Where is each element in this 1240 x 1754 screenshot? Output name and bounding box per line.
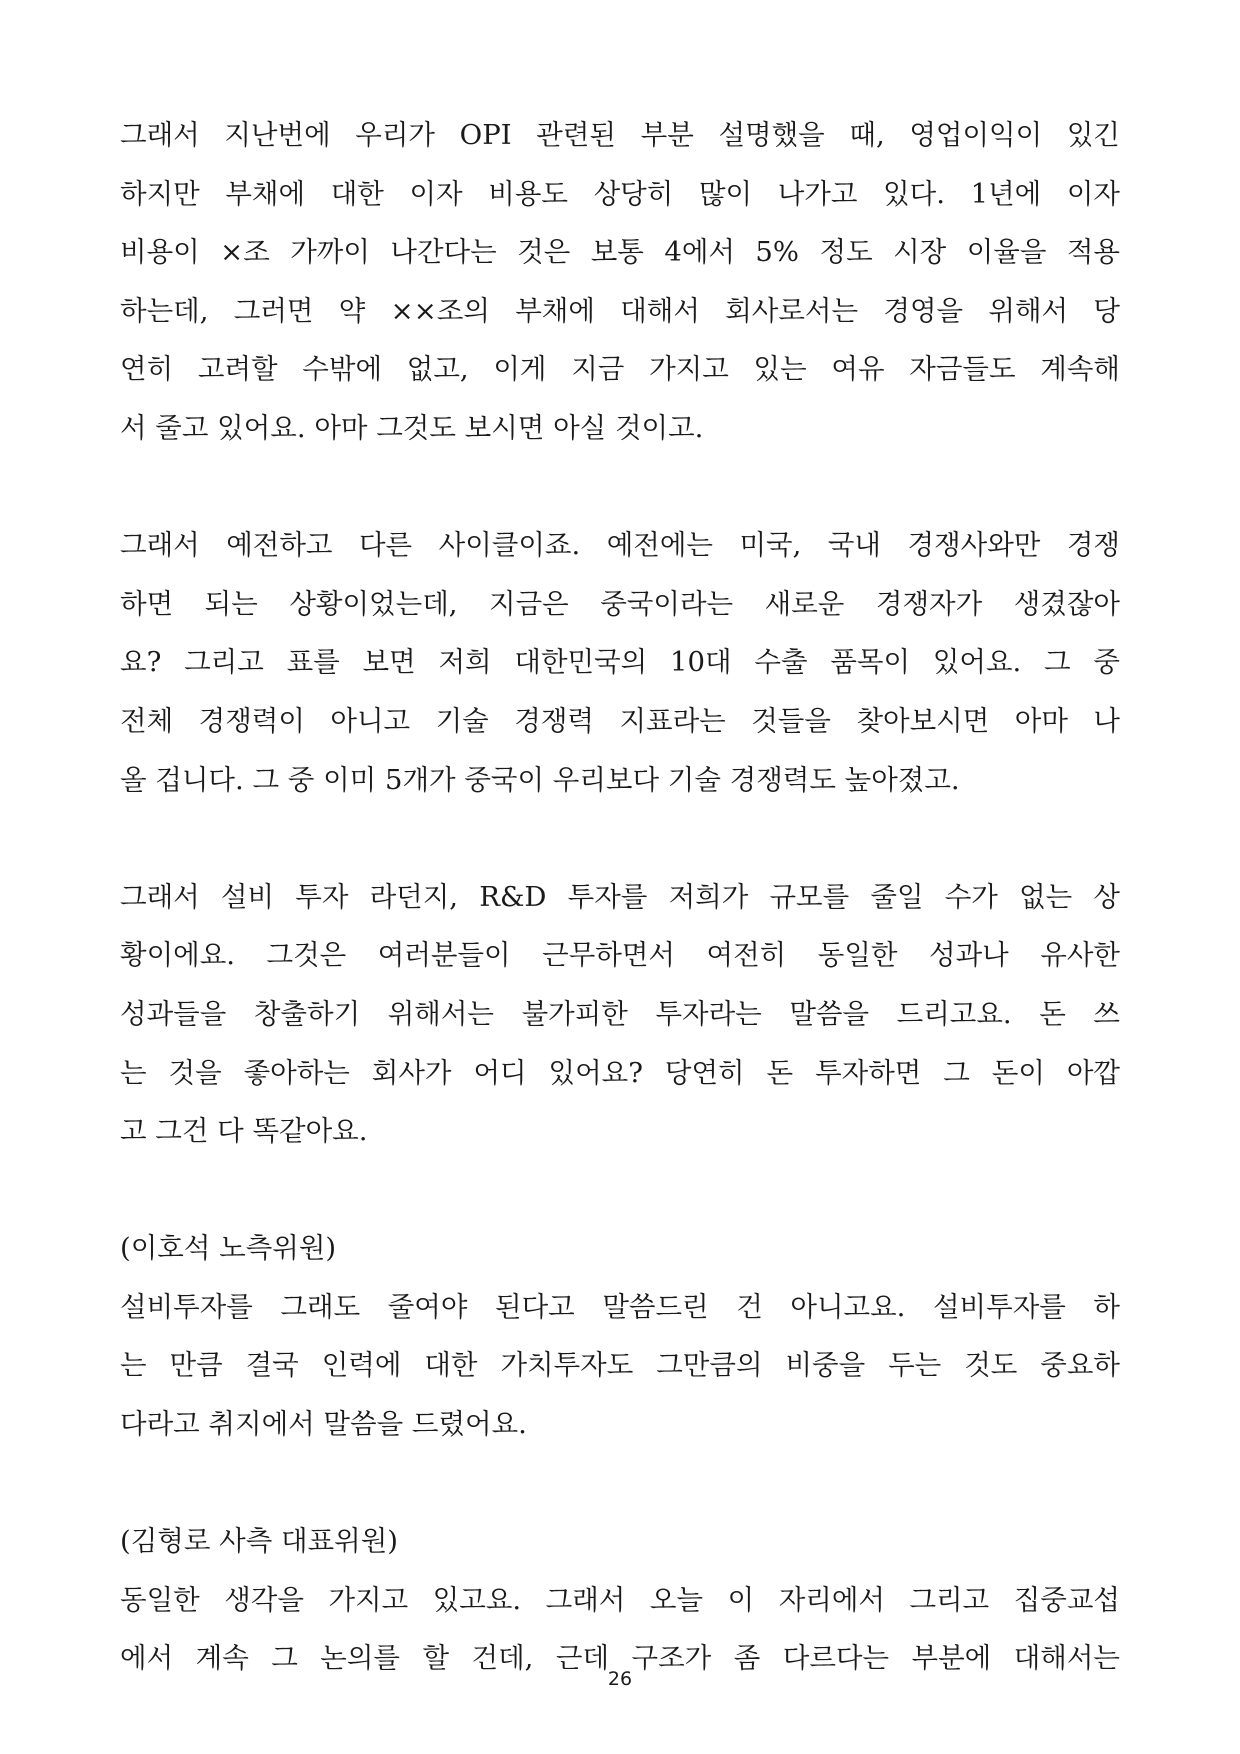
text-line: 는 것을 좋아하는 회사가 어디 있어요? 당연히 돈 투자하면 그 돈이 아깝 — [120, 1056, 1120, 1089]
speaker-label: (이호석 노측위원) — [120, 1232, 337, 1265]
speaker-label: (김형로 사측 대표위원) — [120, 1525, 399, 1558]
text-line: 그래서 예전하고 다른 사이클이죠. 예전에는 미국, 국내 경쟁사와만 경쟁 — [120, 529, 1120, 562]
paragraph-2 — [120, 516, 1120, 809]
text-line: 전체 경쟁력이 아니고 기술 경쟁력 지표라는 것들을 찾아보시면 아마 나 — [120, 704, 1120, 737]
text-line: 황이에요. 그것은 여러분들이 근무하면서 여전히 동일한 성과나 유사한 — [120, 939, 1120, 972]
paragraph-3 — [120, 868, 1120, 1161]
paragraph-5 — [120, 1512, 1120, 1688]
text-line: 서 줄고 있어요. 아마 그것도 보시면 아실 것이고. — [120, 411, 704, 444]
paragraph-gap — [120, 458, 1120, 517]
text-line: 요? 그리고 표를 보면 저희 대한민국의 10대 수출 품목이 있어요. 그 중 — [120, 646, 1120, 679]
text-line: 다라고 취지에서 말씀을 드렸어요. — [120, 1408, 527, 1441]
text-line: 하면 되는 상황이었는데, 지금은 중국이라는 새로운 경쟁자가 생겼잖아 — [120, 587, 1120, 620]
document-body — [120, 106, 1120, 1688]
paragraph-gap — [120, 1161, 1120, 1220]
text-line: 고 그건 다 똑같아요. — [120, 1115, 368, 1148]
text-line: 설비투자를 그래도 줄여야 된다고 말씀드린 건 아니고요. 설비투자를 하 — [120, 1290, 1120, 1323]
text-line: 올 겁니다. 그 중 이미 5개가 중국이 우리보다 기술 경쟁력도 높아졌고. — [120, 763, 960, 796]
text-line: 그래서 설비 투자 라던지, R&D 투자를 저희가 규모를 줄일 수가 없는 상 — [120, 880, 1120, 913]
text-line: 는 만큼 결국 인력에 대한 가치투자도 그만큼의 비중을 두는 것도 중요하 — [120, 1349, 1121, 1382]
text-line: 하는데, 그러면 약 ××조의 부채에 대해서 회사로서는 경영을 위해서 당 — [120, 294, 1120, 327]
paragraph-1 — [120, 106, 1120, 458]
text-line: 하지만 부채에 대한 이자 비용도 상당히 많이 나가고 있다. 1년에 이자 — [120, 177, 1120, 210]
text-line: 성과들을 창출하기 위해서는 불가피한 투자라는 말씀을 드리고요. 돈 쓰 — [120, 997, 1120, 1030]
paragraph-4 — [120, 1219, 1120, 1453]
text-line: 동일한 생각을 가지고 있고요. 그래서 오늘 이 자리에서 그리고 집중교섭 — [120, 1583, 1120, 1616]
text-line: 에서 계속 그 논의를 할 건데, 근데 구조가 좀 다르다는 부분에 대해서는 — [120, 1642, 1120, 1675]
paragraph-gap — [120, 809, 1120, 868]
text-line: 그래서 지난번에 우리가 OPI 관련된 부분 설명했을 때, 영업이익이 있긴 — [120, 119, 1120, 151]
text-line: 비용이 ×조 가까이 나간다는 것은 보통 4에서 5% 정도 시장 이율을 적용 — [120, 236, 1120, 269]
page-number: 26 — [607, 1668, 633, 1690]
paragraph-gap — [120, 1454, 1120, 1513]
text-line: 연히 고려할 수밖에 없고, 이게 지금 가지고 있는 여유 자금들도 계속해 — [120, 353, 1120, 386]
